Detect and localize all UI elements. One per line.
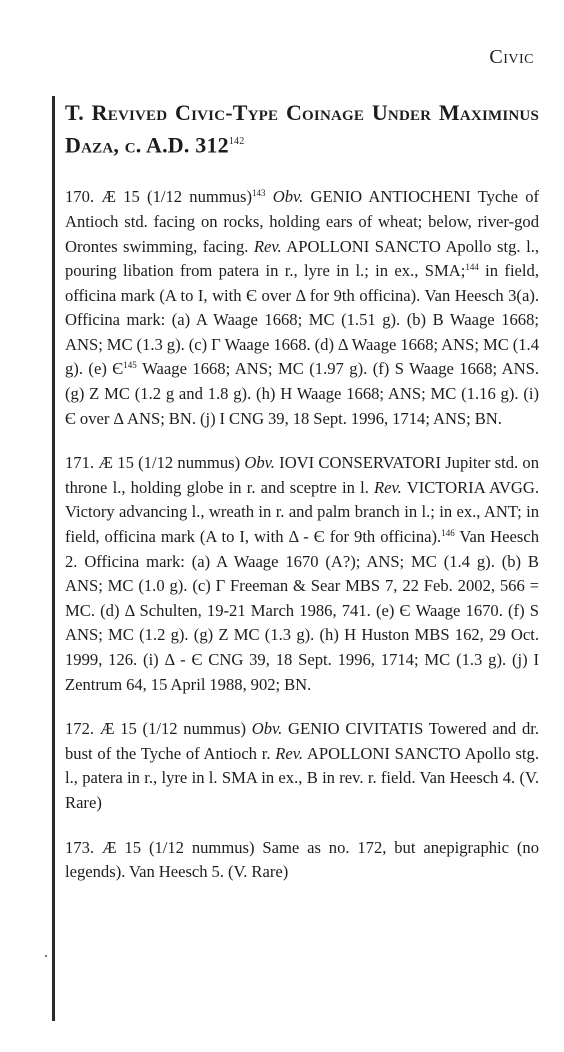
- obverse-label: Obv.: [272, 187, 304, 207]
- entry-text: APOLLONI SANCTO Apollo stg. l., pouring libation from patera in r., lyre in l.; in ex., SMA;: [65, 236, 539, 281]
- reverse-label: Rev.: [275, 743, 304, 763]
- entry-text: Van Heesch 2. Officina mark: (a) A Waage 1670 (A?); ANS; MC (1.4 g). (b) B ANS; MC (1.0 g). (c) Γ Freeman & Sear MBS 7, 22 Feb. 2002, 566 = MC. (d) Δ Schulten, 19-21 March 1986, 741. (e) Є Waage 1670. (f) S ANS; MC (1.2 g). (g) Z MC (1.3 g). (h) H Huston MBS 162, 29 Oct. 1999, 126. (i) Δ - Є CNG 39, 18 Sept. 1996, 1714; MC (1.3 g). (j) I Zentrum 64, 15 April 1988, 902; BN.: [65, 527, 539, 694]
- entry-text: 171. Æ 15 (1/12 nummus): [65, 453, 245, 473]
- stray-mark: [45, 955, 47, 957]
- entry-text: 172. Æ 15 (1/12 nummus): [65, 719, 252, 739]
- reverse-label: Rev.: [374, 477, 402, 497]
- obverse-label: Obv.: [244, 453, 275, 473]
- footnote-ref: 143: [252, 188, 266, 199]
- entry-text: IOVI CONSERVATORI Jupiter std. on throne l., holding globe in r. and sceptre in l.: [65, 453, 539, 497]
- running-head: Civic: [489, 46, 534, 68]
- footnote-ref: 144: [465, 262, 479, 273]
- entry-text: 173. Æ 15 (1/12 nummus) Same as no. 172, but anepigraphic (no legends). Van Heesch 5. (V. Rare): [65, 837, 539, 882]
- catalog-entry-171: [65, 451, 539, 697]
- section-title: [65, 98, 539, 159]
- entry-text: VICTORIA AVGG. Victory advancing l., wreath in r. and palm branch in l.; in ex., ANT; in field, officina mark (A to I, with Δ - Є for 9th officina).: [65, 477, 539, 547]
- entry-text: GENIO ANTIOCHENI Tyche of Antioch std. facing on rocks, holding ears of wheat; below, river-god Orontes swimming, facing.: [65, 187, 540, 256]
- entry-text: 170. Æ 15 (1/12 nummus): [65, 187, 252, 207]
- footnote-ref: 142: [228, 136, 245, 147]
- margin-rule: [52, 96, 55, 1021]
- catalog-entry-173: [65, 836, 539, 885]
- footnote-ref: 146: [441, 528, 455, 539]
- entry-text: GENIO CIVITATIS Towered and dr. bust of the Tyche of Antioch r.: [65, 719, 539, 763]
- section-title-text: T. Revived Civic-Type Coinage Under Maximinus Daza, c. A.D. 312: [65, 100, 539, 158]
- entry-text: APOLLONI SANCTO Apollo stg. l., patera in r., lyre in l. SMA in ex., B in rev. r. field. Van Heesch 4. (V. Rare): [65, 743, 539, 812]
- footnote-ref: 145: [123, 360, 137, 371]
- page-content: [65, 98, 539, 885]
- reverse-label: Rev.: [253, 236, 282, 256]
- entry-text: Waage 1668; ANS; MC (1.97 g). (f) S Waage 1668; ANS. (g) Z MC (1.2 g and 1.8 g). (h) H Waage 1668; ANS; MC (1.16 g). (i) Є over Δ ANS; BN. (j) I CNG 39, 18 Sept. 1996, 1714; ANS; BN.: [65, 359, 539, 428]
- catalog-entry-170: [65, 185, 539, 431]
- obverse-label: Obv.: [251, 719, 283, 739]
- catalog-entry-172: [65, 717, 539, 815]
- entry-text: in field, officina mark (A to I, with Є over Δ for 9th officina). Van Heesch 3(a). Officina mark: (a) A Waage 1668; MC (1.51 g). (b) B Waage 1668; ANS; MC (1.3 g). (c) Γ Waage 1668. (d) Δ Waage 1668; ANS; MC (1.4 g). (e) Є: [65, 261, 539, 379]
